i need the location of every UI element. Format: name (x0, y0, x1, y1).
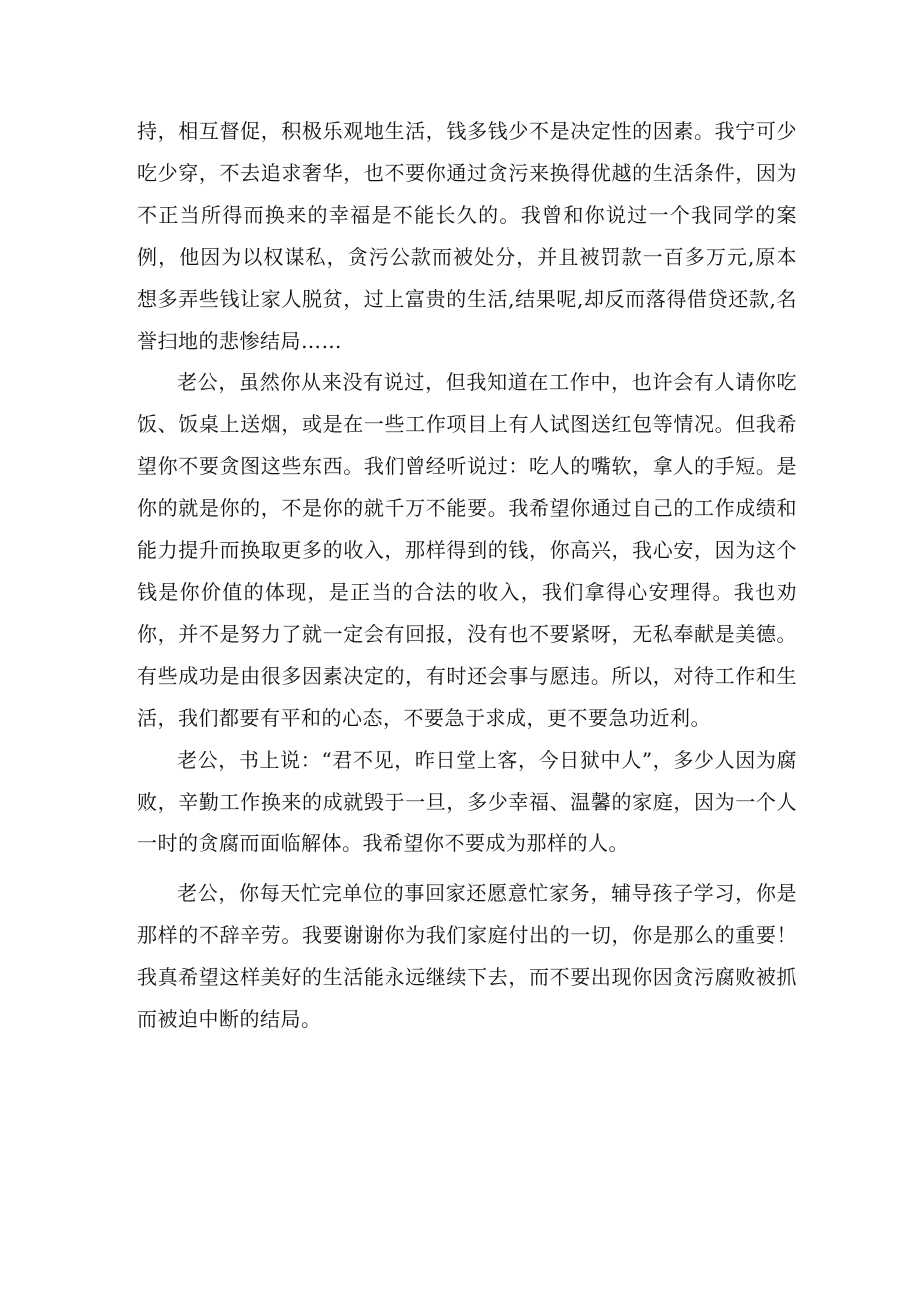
letter-body (137, 111, 797, 1041)
paragraph-gratitude: 老公，你每天忙完单位的事回家还愿意忙家务，辅导孩子学习，你是那样的不辞辛劳。我要谢谢你为我们家庭付出的一切，你是那么的重要！我真希望这样美好的生活能永远继续下去，而不要出现你因贪污腐败被抓而被迫中断的结局。 (137, 881, 797, 1032)
paragraph-continuation: 持，相互督促，积极乐观地生活，钱多钱少不是决定性的因素。我宁可少吃少穿，不去追求奢华，也不要你通过贪污来换得优越的生活条件，因为不正当所得而换来的幸福是不能长久的。我曾和你说过一个我同学的案例，他因为以权谋私，贪污公款而被处分，并且被罚款一百多万元,原本想多弄些钱让家人脱贫，过上富贵的生活,结果呢,却反而落得借贷还款,名誉扫地的悲惨结局…… (137, 119, 797, 353)
paragraph-book-quote: 老公，书上说：“君不见，昨日堂上客，今日狱中人”，多少人因为腐败，辛勤工作换来的成就毁于一旦，多少幸福、温馨的家庭，因为一个人一时的贪腐而面临解体。我希望你不要成为那样的人。 (137, 747, 797, 856)
paragraph-gifts-and-bribes: 老公，虽然你从来没有说过，但我知道在工作中，也许会有人请你吃饭、饭桌上送烟，或是在一些工作项目上有人试图送红包等情况。但我希望你不要贪图这些东西。我们曾经听说过：吃人的嘴软，拿人的手短。是你的就是你的，不是你的就千万不能要。我希望你通过自己的工作成绩和能力提升而换取更多的收入，那样得到的钱，你高兴，我心安，因为这个钱是你价值的体现，是正当的合法的收入，我们拿得心安理得。我也劝你，并不是努力了就一定会有回报，没有也不要紧呀，无私奉献是美德。有些成功是由很多因素决定的，有时还会事与愿违。所以，对待工作和生活，我们都要有平和的心态，不要急于求成，更不要急功近利。 (137, 370, 797, 730)
